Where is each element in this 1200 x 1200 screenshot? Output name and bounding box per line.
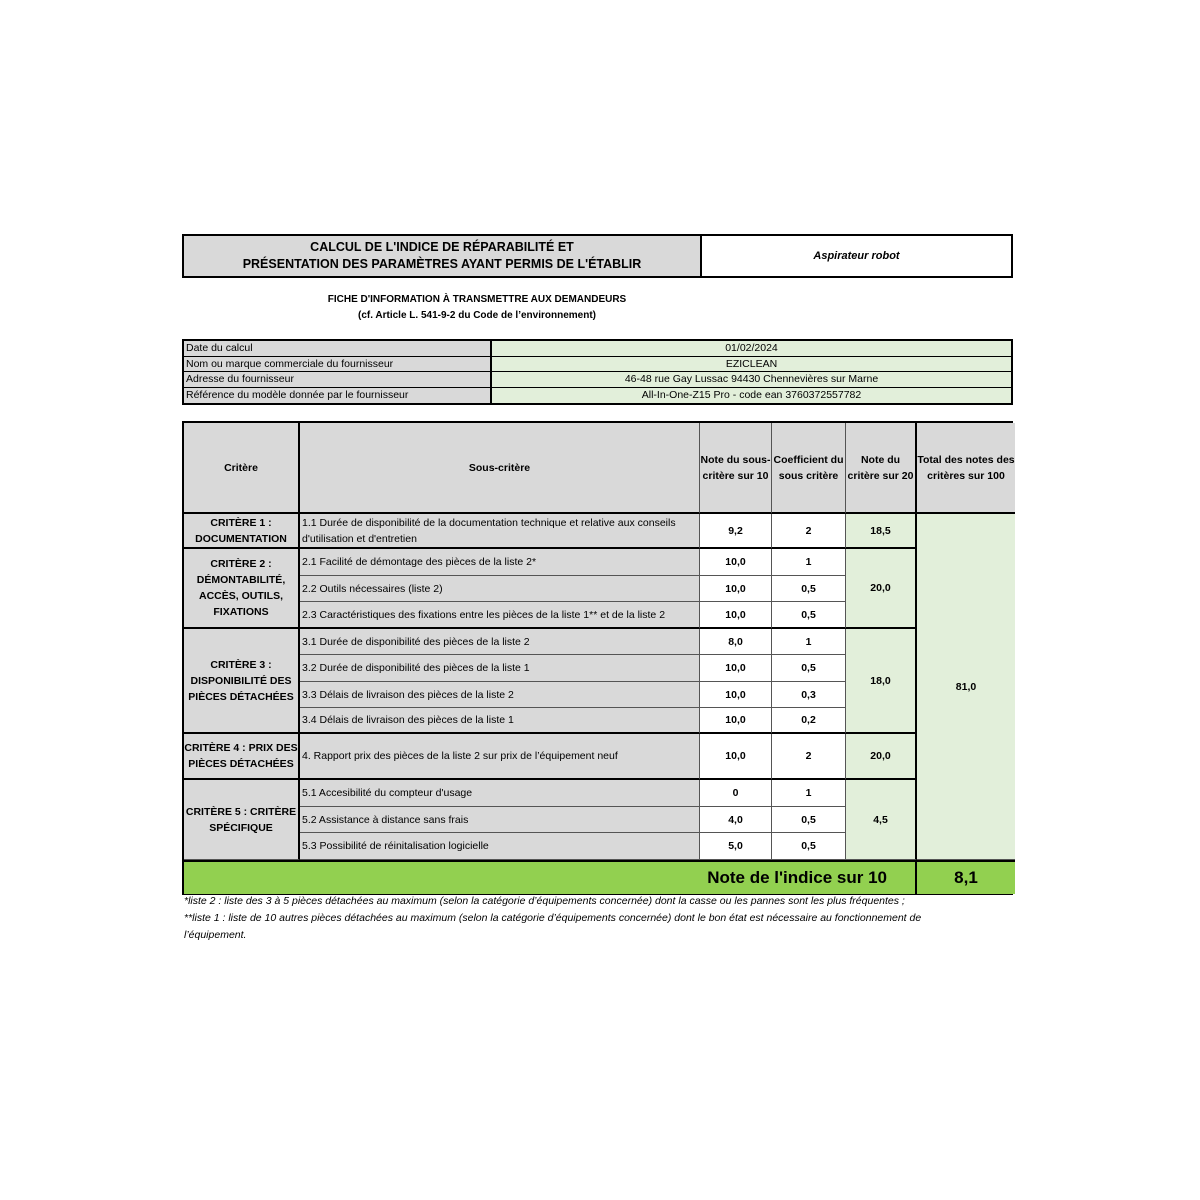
sub-criterion-coef: 0,3	[772, 682, 846, 708]
criterion-3-name: CRITÈRE 3 : DISPONIBILITÉ DES PIÈCES DÉTACHÉES	[184, 629, 300, 734]
info-row-date	[184, 341, 1011, 357]
footnote-liste-2: *liste 2 : liste des 3 à 5 pièces détachées au maximum (selon la catégorie d’équipements concernée) dont la casse ou les pannes sont les plus fréquentes ;	[184, 895, 905, 907]
criterion-2-name: CRITÈRE 2 : DÉMONTABILITÉ, ACCÈS, OUTILS, FIXATIONS	[184, 549, 300, 629]
info-label: Nom ou marque commerciale du fournisseur	[184, 357, 492, 372]
sub-criterion-note: 10,0	[700, 708, 772, 734]
criterion-3-note: 18,0	[846, 629, 917, 734]
document-header	[182, 234, 1013, 278]
criterion-1-note: 18,5	[846, 514, 917, 549]
sub-criterion-coef: 0,5	[772, 655, 846, 682]
document-title	[184, 236, 702, 276]
header-total: Total des notes des critères sur 100	[917, 423, 1015, 514]
sub-criterion-coef: 2	[772, 514, 846, 549]
sub-criterion-label: 2.2 Outils nécessaires (liste 2)	[300, 576, 700, 602]
sub-criterion-label: 5.1 Accesibilité du compteur d'usage	[300, 780, 700, 807]
criterion-2-note: 20,0	[846, 549, 917, 629]
total-score: 81,0	[917, 514, 1015, 860]
sub-criterion-note: 10,0	[700, 682, 772, 708]
sub-criterion-note: 10,0	[700, 602, 772, 629]
sub-criterion-note: 4,0	[700, 807, 772, 833]
sub-criterion-note: 10,0	[700, 549, 772, 576]
info-row-brand	[184, 357, 1011, 373]
criterion-1-name: CRITÈRE 1 : DOCUMENTATION	[184, 514, 300, 549]
sub-criterion-label: 3.1 Durée de disponibilité des pièces de la liste 2	[300, 629, 700, 655]
sub-criterion-coef: 0,5	[772, 602, 846, 629]
sub-criterion-coef: 0,5	[772, 833, 846, 860]
criterion-4-name: CRITÈRE 4 : PRIX DES PIÈCES DÉTACHÉES	[184, 734, 300, 780]
header-note-sous-critere: Note du sous-critère sur 10	[700, 423, 772, 514]
sub-criterion-note: 10,0	[700, 734, 772, 780]
final-index-label: Note de l'indice sur 10	[184, 860, 917, 894]
sub-criterion-label: 1.1 Durée de disponibilité de la documentation technique et relative aux conseils d'utilisation et d'entretien	[300, 514, 700, 549]
sub-criterion-coef: 0,5	[772, 576, 846, 602]
criterion-5-name: CRITÈRE 5 : CRITÈRE SPÉCIFIQUE	[184, 780, 300, 860]
supplier-info-table	[182, 339, 1013, 405]
title-line-1: CALCUL DE L'INDICE DE RÉPARABILITÉ ET	[310, 240, 574, 254]
footnotes	[184, 893, 984, 944]
sub-criterion-label: 5.3 Possibilité de réinitalisation logicielle	[300, 833, 700, 860]
info-value: All-In-One-Z15 Pro - code ean 3760372557782	[492, 388, 1011, 404]
footnote-liste-1: **liste 1 : liste de 10 autres pièces détachées au maximum (selon la catégorie d’équipements concernée) dont le bon état est nécessaire au fonctionnement de l’équipement.	[184, 912, 922, 941]
sub-criterion-coef: 2	[772, 734, 846, 780]
sub-criterion-label: 2.3 Caractéristiques des fixations entre les pièces de la liste 1** et de la liste 2	[300, 602, 700, 629]
header-note-critere: Note du critère sur 20	[846, 423, 917, 514]
sub-criterion-label: 3.2 Durée de disponibilité des pièces de la liste 1	[300, 655, 700, 682]
info-label: Date du calcul	[184, 341, 492, 356]
info-row-address	[184, 372, 1011, 388]
sub-criterion-note: 8,0	[700, 629, 772, 655]
sub-criterion-note: 10,0	[700, 655, 772, 682]
sub-criterion-coef: 1	[772, 629, 846, 655]
sub-criterion-label: 4. Rapport prix des pièces de la liste 2 sur prix de l’équipement neuf	[300, 734, 700, 780]
sub-criterion-coef: 1	[772, 780, 846, 807]
subtitle-line-2: (cf. Article L. 541-9-2 du Code de l’environnement)	[357, 310, 596, 321]
info-value: 01/02/2024	[492, 341, 1011, 356]
sub-criterion-note: 0	[700, 780, 772, 807]
sub-criterion-note: 5,0	[700, 833, 772, 860]
subtitle	[182, 292, 772, 324]
info-row-model	[184, 388, 1011, 404]
sub-criterion-label: 3.3 Délais de livraison des pièces de la liste 2	[300, 682, 700, 708]
subtitle-line-1: FICHE D'INFORMATION À TRANSMETTRE AUX DEMANDEURS	[327, 294, 627, 305]
sub-criterion-note: 10,0	[700, 576, 772, 602]
info-value: 46-48 rue Gay Lussac 94430 Chennevières sur Marne	[492, 372, 1011, 387]
info-value: EZICLEAN	[492, 357, 1011, 372]
criterion-5-note: 4,5	[846, 780, 917, 860]
repairability-table	[182, 421, 1013, 895]
criterion-4-note: 20,0	[846, 734, 917, 780]
product-type: Aspirateur robot	[813, 250, 900, 262]
final-index-value: 8,1	[917, 860, 1015, 894]
info-label: Adresse du fournisseur	[184, 372, 492, 387]
sub-criterion-coef: 0,5	[772, 807, 846, 833]
header-coefficient: Coefficient du sous critère	[772, 423, 846, 514]
sub-criterion-label: 3.4 Délais de livraison des pièces de la liste 1	[300, 708, 700, 734]
sub-criterion-coef: 1	[772, 549, 846, 576]
sub-criterion-note: 9,2	[700, 514, 772, 549]
header-critere: Critère	[184, 423, 300, 514]
header-sous-critere: Sous-critère	[300, 423, 700, 514]
title-line-2: PRÉSENTATION DES PARAMÈTRES AYANT PERMIS DE L'ÉTABLIR	[242, 257, 642, 271]
sub-criterion-label: 2.1 Facilité de démontage des pièces de la liste 2*	[300, 549, 700, 576]
sub-criterion-label: 5.2 Assistance à distance sans frais	[300, 807, 700, 833]
sub-criterion-coef: 0,2	[772, 708, 846, 734]
info-label: Référence du modèle donnée par le fournisseur	[184, 388, 492, 404]
